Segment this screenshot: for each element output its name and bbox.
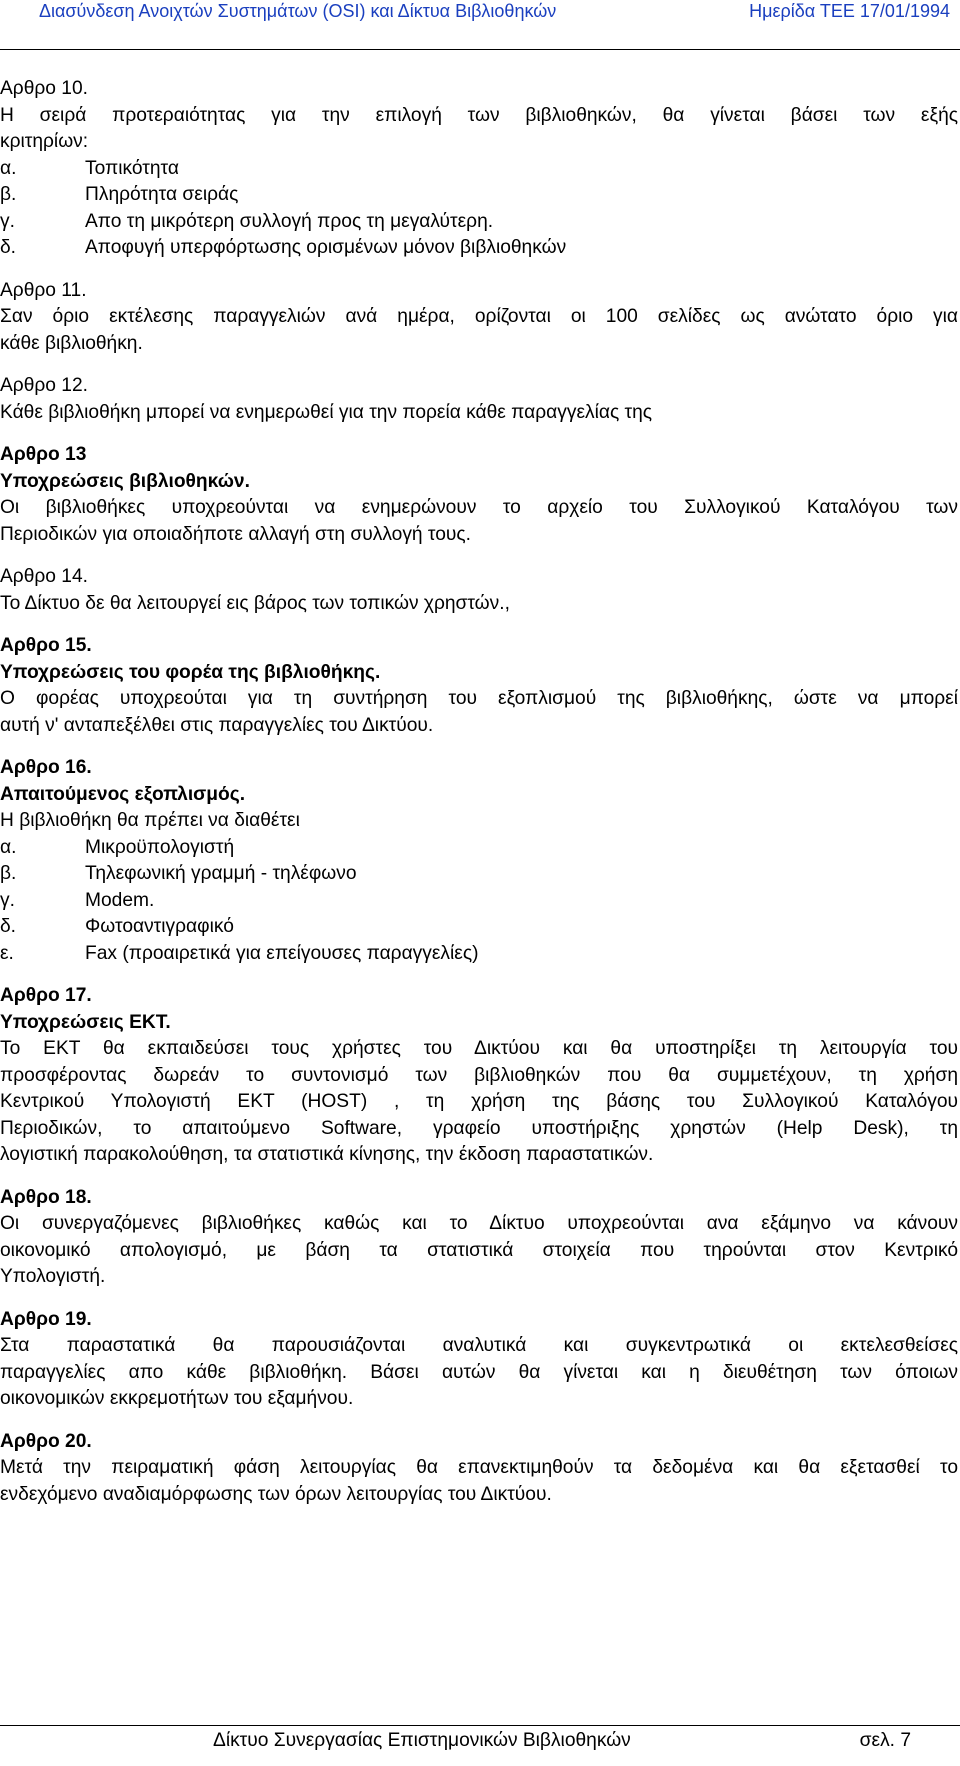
spacer: [0, 1291, 958, 1307]
list-marker: γ.: [0, 889, 15, 911]
list-item: [0, 182, 958, 209]
article-13-text-line-1: Οι βιβλιοθήκες υποχρεούνται να ενημερώνουν το αρχείο του Συλλογικού Καταλόγου των: [0, 497, 958, 518]
article-13-subheading: Υποχρεώσεις βιβλιοθηκών.: [0, 470, 250, 492]
list-item-text: Τηλεφωνική γραμμή - τηλέφωνο: [85, 863, 357, 884]
article-10-text-line-2: κριτηρίων:: [0, 131, 89, 152]
list-item: [0, 861, 958, 888]
spacer: [0, 1413, 958, 1429]
list-item-text: Πληρότητα σειράς: [85, 184, 239, 205]
list-item-text: Απο τη μικρότερη συλλογή προς τη μεγαλύτερη.: [85, 210, 494, 232]
list-item: [0, 888, 958, 915]
article-17-text-line-1: Το ΕΚΤ θα εκπαιδεύσει τους χρήστες του Δικτύου και θα υποστηρίξει τη λειτουργία του: [0, 1038, 958, 1059]
article-12-text-line-1: Κάθε βιβλιοθήκη μπορεί να ενημερωθεί για την πορεία κάθε παραγγελίας της: [0, 401, 653, 423]
list-item-text: Τοπικότητα: [85, 157, 179, 179]
article-13-text-line-2: Περιοδικών για οποιαδήποτε αλλαγή στη συλλογή τους.: [0, 523, 471, 545]
list-marker: δ.: [0, 237, 17, 258]
list-item: [0, 914, 958, 941]
list-marker: β.: [0, 863, 17, 884]
article-15-heading: Αρθρο 15.: [0, 635, 92, 656]
article-10-heading: Αρθρο 10.: [0, 78, 88, 99]
list-item: [0, 209, 958, 236]
article-18-text-line-3: Υπολογιστή.: [0, 1266, 106, 1287]
page-footer: [0, 1725, 960, 1766]
article-17-heading: Αρθρο 17.: [0, 985, 92, 1006]
header-date: Ημερίδα ΤΕΕ 17/01/1994: [749, 1, 950, 21]
article-16-heading: Αρθρο 16.: [0, 757, 92, 778]
list-item-text: Αποφυγή υπερφόρτωσης ορισμένων μόνον βιβλιοθηκών: [85, 237, 567, 258]
list-item: [0, 835, 958, 862]
article-19-text-line-1: Στα παραστατικά θα παρουσιάζονται αναλυτικά και συγκεντρωτικά οι εκτελεσθείσες: [0, 1335, 958, 1356]
article-17-subheading: Υποχρεώσεις ΕΚΤ.: [0, 1011, 171, 1033]
article-20-text-line-1: Μετά την πειραματική φάση λειτουργίας θα επανεκτιμηθούν τα δεδομένα και θα εξετασθεί το: [0, 1457, 958, 1478]
footer-title: Δίκτυο Συνεργασίας Επιστημονικών Βιβλιοθηκών: [213, 1730, 631, 1751]
spacer: [0, 967, 958, 983]
article-20-heading: Αρθρο 20.: [0, 1430, 92, 1452]
article-19-heading: Αρθρο 19.: [0, 1308, 92, 1330]
spacer: [0, 262, 958, 278]
list-item-text: Fax (προαιρετικά για επείγουσες παραγγελίες): [85, 942, 479, 964]
list-marker: β.: [0, 184, 17, 205]
article-11-heading: Αρθρο 11.: [0, 279, 87, 301]
article-18-heading: Αρθρο 18.: [0, 1186, 92, 1208]
list-item: [0, 235, 958, 262]
spacer: [0, 548, 958, 564]
list-marker: ε.: [0, 942, 14, 964]
article-16-text-line-1: Η βιβλιοθήκη θα πρέπει να διαθέτει: [0, 810, 300, 831]
spacer: [0, 1169, 958, 1185]
article-11-text-line-2: κάθε βιβλιοθήκη.: [0, 332, 143, 354]
article-17-text-line-3: Κεντρικού Υπολογιστή ΕΚΤ (HOST) , τη χρήση της βάσης του Συλλογικού Καταλόγου: [0, 1091, 958, 1112]
spacer: [0, 357, 958, 373]
list-item: [0, 941, 958, 968]
article-13-heading: Αρθρο 13: [0, 444, 87, 465]
article-14-text-line-1: Το Δίκτυο δε θα λειτουργεί εις βάρος των τοπικών χρηστών.,: [0, 592, 510, 614]
article-10-text-line-1: Η σειρά προτεραιότητας για την επιλογή των βιβλιοθηκών, θα γίνεται βάσει των εξής: [0, 104, 958, 126]
document-body: [0, 76, 958, 1508]
article-19-text-line-2: παραγγελίες απο κάθε βιβλιοθήκη. Βάσει αυτών θα γίνεται και η διευθέτηση των όποιων: [0, 1361, 958, 1383]
article-17-text-line-2: προσφέροντας δωρεάν το συντονισμό των βιβλιοθηκών που θα συμμετέχουν, τη χρήση: [0, 1064, 958, 1086]
article-18-text-line-2: οικονομικό απολογισμό, με βάση τα στατιστικά στοιχεία που τηρούνται στον Κεντρικό: [0, 1239, 958, 1261]
list-marker: α.: [0, 836, 17, 858]
article-20-text-line-2: ενδεχόμενο αναδιαμόρφωσης των όρων λειτουργίας του Δικτύου.: [0, 1483, 552, 1505]
article-17-text-line-5: λογιστική παρακολούθηση, τα στατιστικά κίνησης, την έκδοση παραστατικών.: [0, 1144, 654, 1165]
spacer: [0, 617, 958, 633]
page-header: [0, 0, 960, 50]
article-15-text-line-1: Ο φορέας υποχρεούται για τη συντήρηση του εξοπλισμού της βιβλιοθήκης, ώστε να μπορεί: [0, 688, 958, 709]
article-19-text-line-3: οικονομικών εκκρεμοτήτων του εξαμήνου.: [0, 1388, 354, 1409]
list-marker: δ.: [0, 916, 17, 937]
spacer: [0, 739, 958, 755]
list-item-text: Φωτοαντιγραφικό: [85, 916, 234, 937]
page-number: σελ. 7: [859, 1730, 911, 1751]
article-18-text-line-1: Οι συνεργαζόμενες βιβλιοθήκες καθώς και το Δίκτυο υποχρεούνται ανα εξάμηνο να κάνουν: [0, 1213, 958, 1234]
spacer: [0, 426, 958, 442]
list-item: [0, 156, 958, 183]
list-marker: α.: [0, 157, 17, 179]
list-item-text: Modem.: [85, 889, 155, 911]
list-item-text: Μικροϋπολογιστή: [85, 836, 235, 858]
article-15-subheading: Υποχρεώσεις του φορέα της βιβλιοθήκης.: [0, 661, 381, 683]
article-14-heading: Αρθρο 14.: [0, 566, 88, 587]
article-16-subheading: Απαιτούμενος εξοπλισμός.: [0, 783, 246, 805]
article-11-text-line-1: Σαν όριο εκτέλεσης παραγγελιών ανά ημέρα, ορίζονται οι 100 σελίδες ως ανώτατο όριο για: [0, 306, 958, 327]
list-marker: γ.: [0, 210, 15, 232]
article-15-text-line-2: αυτή ν' ανταπεξέλθει στις παραγγελίες του Δικτύου.: [0, 714, 434, 736]
header-title: Διασύνδεση Ανοιχτών Συστημάτων (OSI) και Δίκτυα Βιβλιοθηκών: [39, 1, 557, 21]
article-17-text-line-4: Περιοδικών, το απαιτούμενο Software, γραφείο υποστήριξης χρηστών (Help Desk), τη: [0, 1117, 958, 1139]
article-12-heading: Αρθρο 12.: [0, 375, 88, 396]
